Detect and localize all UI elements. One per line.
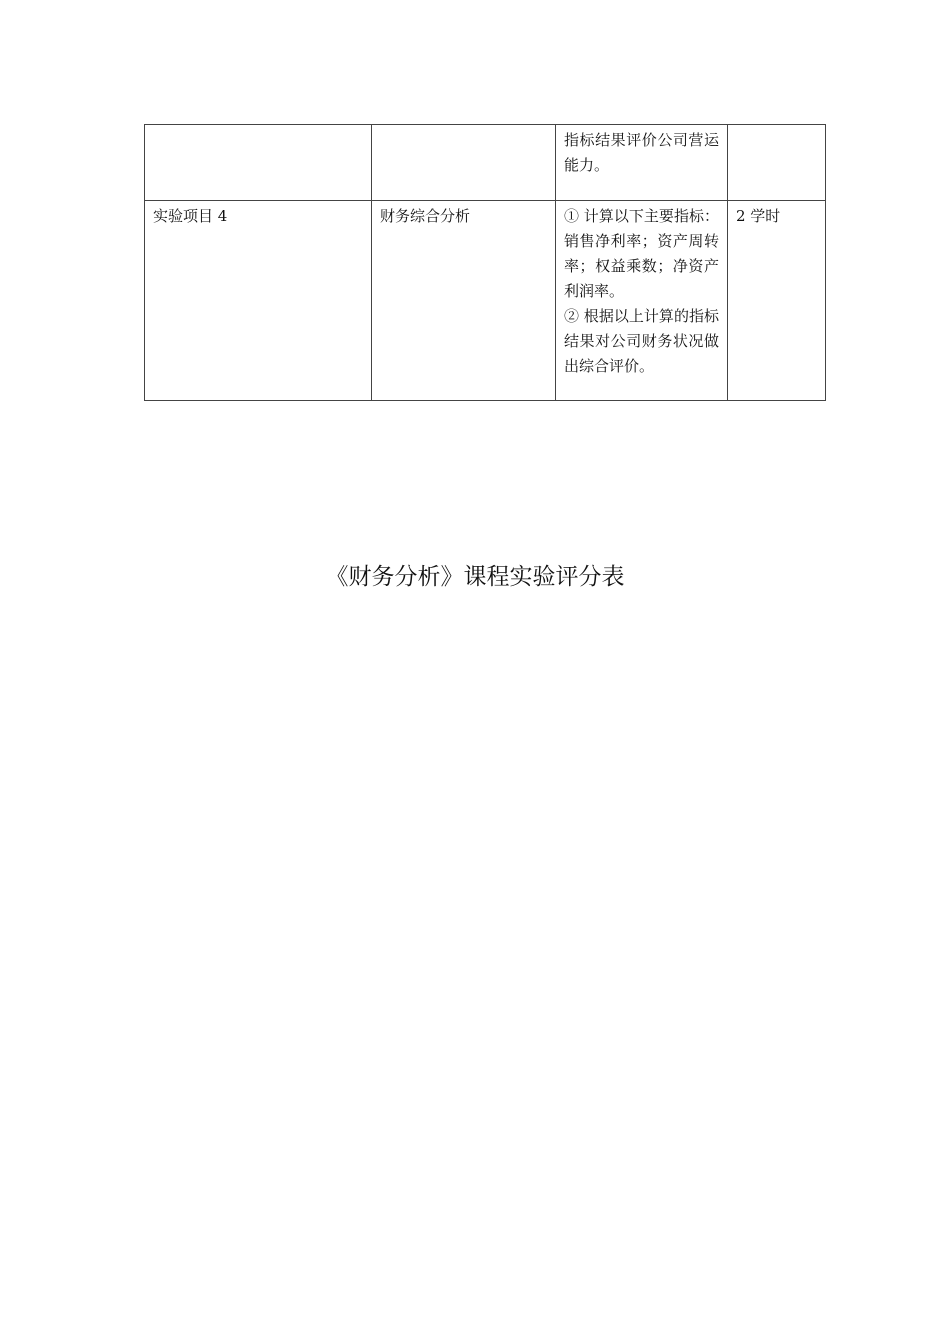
section-heading: 《财务分析》课程实验评分表: [325, 564, 625, 590]
content-cell: [372, 201, 556, 401]
hours-cell: [728, 201, 826, 401]
hours-text: 2 学时: [736, 207, 781, 225]
experiment-table: [144, 124, 826, 401]
requirement-text: 指标结果评价公司营运能力。: [564, 131, 719, 174]
requirement-step-2: ② 根据以上计算的指标结果对公司财务状况做出综合评价。: [564, 307, 719, 375]
hours-cell: [728, 125, 826, 201]
project-text: 实验项目 4: [153, 207, 228, 225]
requirement-step-1: ① 计算以下主要指标：销售净利率；资产周转率；权益乘数；净资产利润率。: [564, 207, 719, 300]
content-text: 财务综合分析: [380, 207, 471, 225]
requirement-cell: [556, 125, 728, 201]
content-cell: [372, 125, 556, 201]
table-row: [145, 201, 826, 401]
project-cell: [145, 125, 372, 201]
table-row: [145, 125, 826, 201]
project-cell: [145, 201, 372, 401]
requirement-cell: [556, 201, 728, 401]
